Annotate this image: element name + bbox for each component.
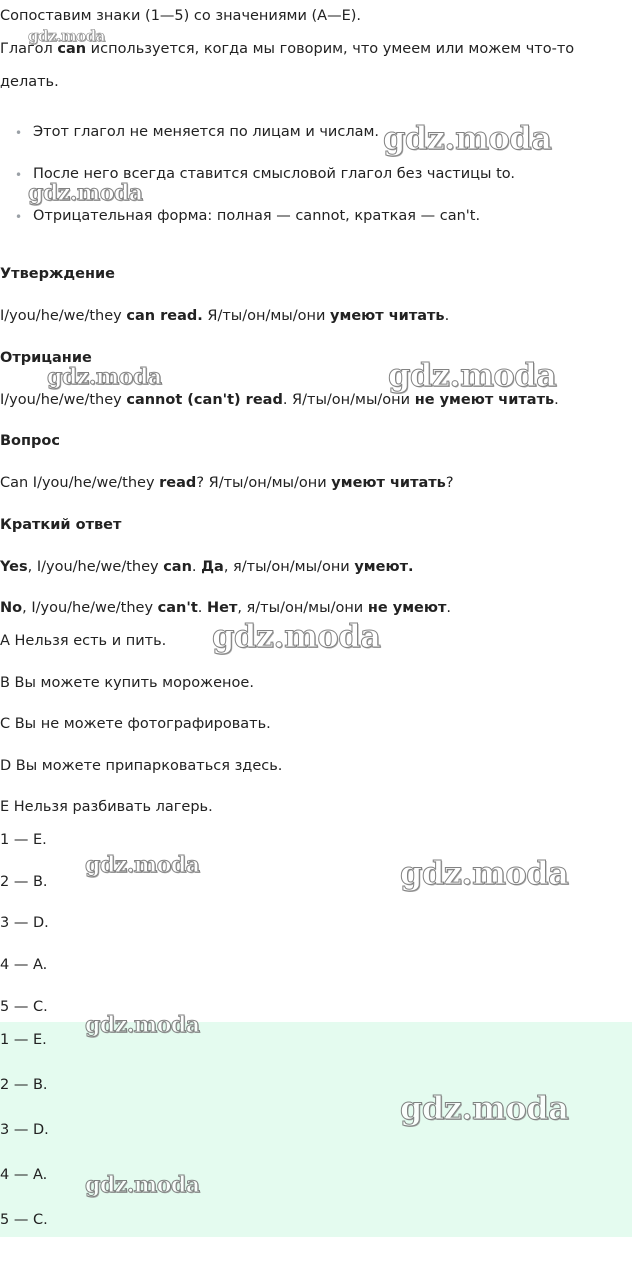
watermark: gdz.moda xyxy=(47,364,162,390)
watermark: gdz.moda xyxy=(400,854,569,892)
task-instruction: Сопоставим знаки (1—5) со значениями (A—E). xyxy=(0,8,362,24)
heading-question: Вопрос xyxy=(0,433,60,449)
meaning-item: E Нельзя разбивать лагерь. xyxy=(0,799,213,815)
example-short-yes: Yes, I/you/he/we/they can. Да, я/ты/он/мы/они умеют. xyxy=(0,559,414,575)
grammar-intro: Глагол can используется, когда мы говорим, что умеем или можем что-то xyxy=(0,41,575,57)
example-short-no: No, I/you/he/we/they can't. Нет, я/ты/он/мы/они не умеют. xyxy=(0,600,451,616)
watermark: gdz.moda xyxy=(28,27,105,45)
bullet-item: Этот глагол не меняется по лицам и числам. xyxy=(33,124,380,140)
match-item: 1 — E. xyxy=(0,832,47,848)
bullet-item: После него всегда ставится смысловой глагол без частицы to. xyxy=(33,166,516,182)
answer-item: 4 — A. xyxy=(0,1167,48,1183)
heading-short-answer: Краткий ответ xyxy=(0,517,122,533)
match-item: 5 — C. xyxy=(0,999,48,1015)
answer-item: 2 — B. xyxy=(0,1077,48,1093)
grammar-intro-continued: делать. xyxy=(0,74,59,90)
watermark: gdz.moda xyxy=(383,119,552,157)
answer-item: 1 — E. xyxy=(0,1032,47,1048)
bullet-marker: • xyxy=(15,168,23,182)
watermark: gdz.moda xyxy=(388,356,557,394)
watermark: gdz.moda xyxy=(85,852,200,878)
watermark: gdz.moda xyxy=(28,180,143,206)
answer-box xyxy=(0,1022,632,1237)
meaning-item: B Вы можете купить мороженое. xyxy=(0,675,254,691)
match-item: 2 — B. xyxy=(0,874,48,890)
meaning-item: A Нельзя есть и пить. xyxy=(0,633,167,649)
example-affirmative: I/you/he/we/they can read. Я/ты/он/мы/они умеют читать. xyxy=(0,308,450,324)
heading-affirmative: Утверждение xyxy=(0,266,115,282)
bullet-marker: • xyxy=(15,126,23,140)
watermark: gdz.moda xyxy=(400,1089,569,1127)
bullet-item: Отрицательная форма: полная — cannot, краткая — can't. xyxy=(33,208,481,224)
meaning-item: C Вы не можете фотографировать. xyxy=(0,716,271,732)
answer-item: 3 — D. xyxy=(0,1122,49,1138)
example-question: Can I/you/he/we/they read? Я/ты/он/мы/они умеют читать? xyxy=(0,475,454,491)
watermark: gdz.moda xyxy=(212,617,381,655)
meaning-item: D Вы можете припарковаться здесь. xyxy=(0,758,283,774)
match-item: 3 — D. xyxy=(0,915,49,931)
watermark: gdz.moda xyxy=(85,1172,200,1198)
heading-negative: Отрицание xyxy=(0,350,92,366)
watermark: gdz.moda xyxy=(85,1012,200,1038)
match-item: 4 — A. xyxy=(0,957,48,973)
example-negative: I/you/he/we/they cannot (can't) read. Я/ты/он/мы/они не умеют читать. xyxy=(0,392,559,408)
answer-item: 5 — C. xyxy=(0,1212,48,1228)
bullet-marker: • xyxy=(15,210,23,224)
